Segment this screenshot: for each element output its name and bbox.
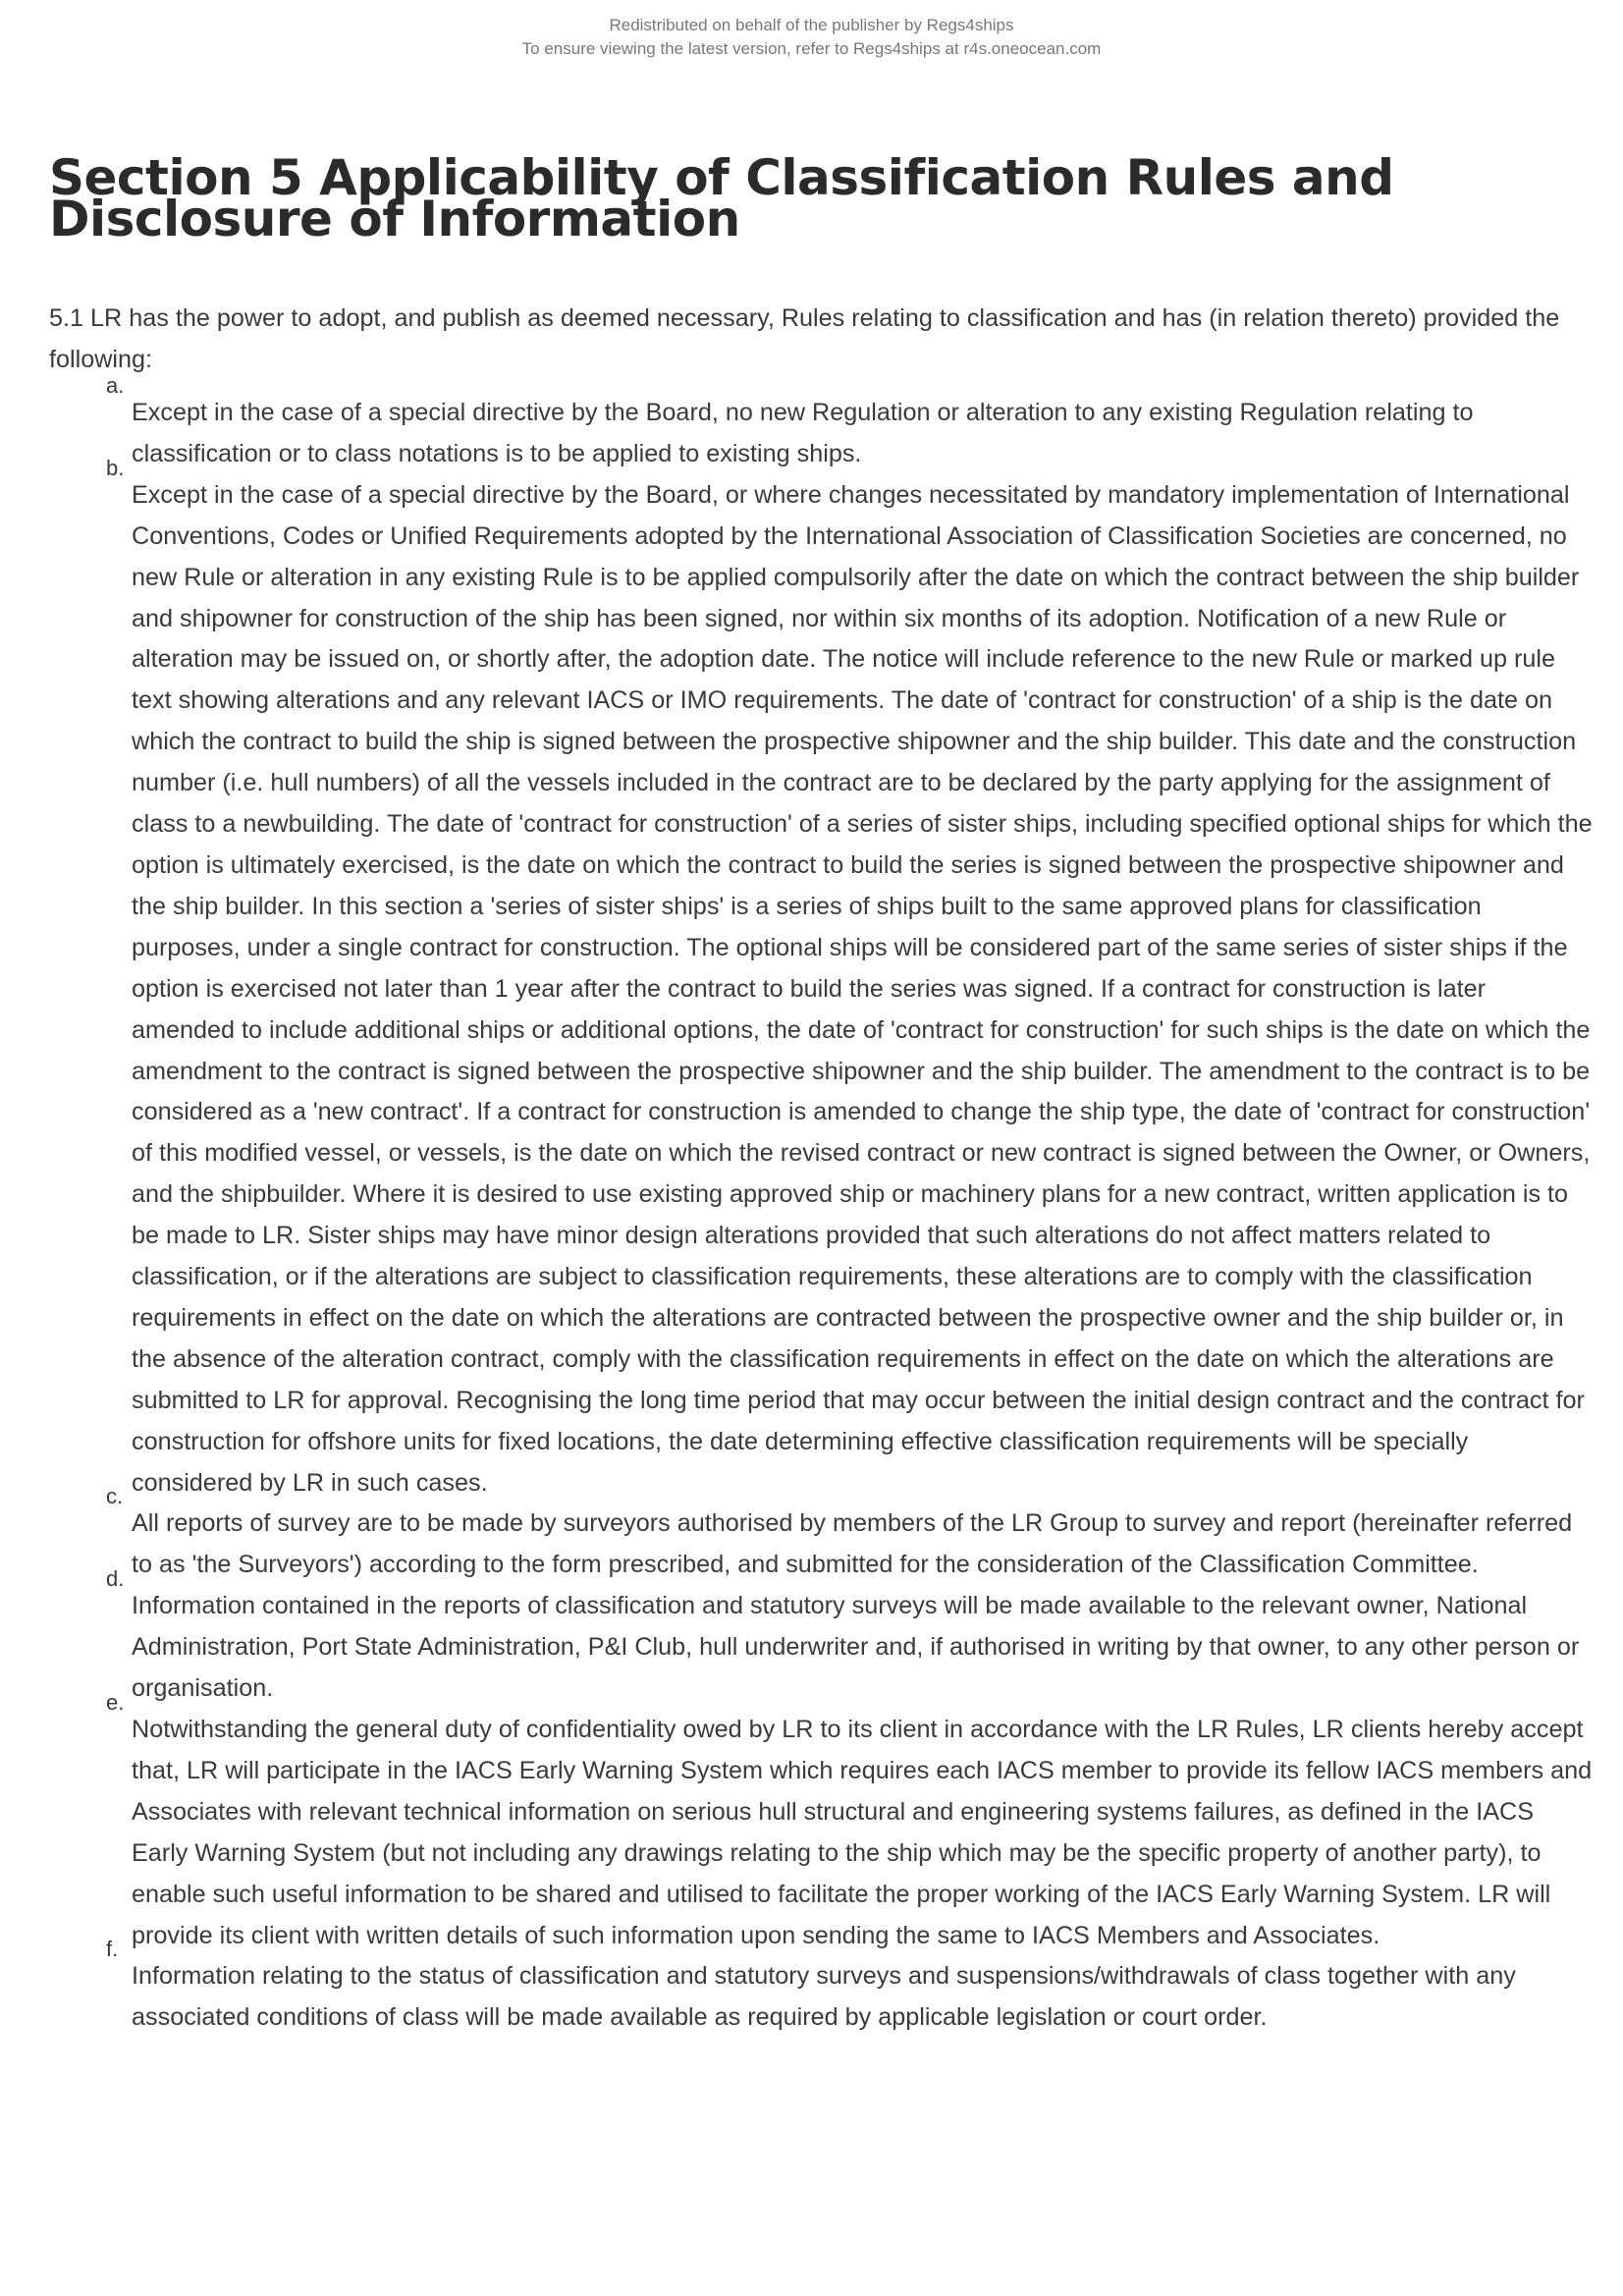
list-item-text: Notwithstanding the general duty of confidentiality owed by LR to its client in accordance with the LR Rules, LR clients hereby accept that, LR will participate in the IACS Early Warning System which requires each IACS member to provide its fellow IACS members and Associates with relevant technical information on serious hull structural and engineering systems failures, as defined in the IACS Early Warning System (but not including any drawings relating to the ship which may be the specific property of another party), to enable such useful information to be shared and utilised to facilitate the proper working of the IACS Early Warning System. LR will provide its client with written details of such information upon sending the same to IACS Members and Associates. [132, 1716, 1593, 1949]
list-marker: e. [106, 1690, 125, 1715]
list-item-text: Except in the case of a special directive by the Board, no new Regulation or alteration to any existing Regulation relating to classification or to class notations is to be applied to existing ships. [132, 399, 1474, 467]
list-item [0, 373, 1595, 475]
list-item [0, 1937, 1595, 2039]
banner-line-version-note: To ensure viewing the latest version, refer to Regs4ships at r4s.oneocean.com [521, 39, 1102, 58]
list-item [0, 1484, 1595, 1586]
provisions-list [0, 373, 1623, 2039]
list-marker: a. [106, 373, 125, 398]
list-item-text: Except in the case of a special directive by the Board, or where changes necessitated by mandatory implementation of International Conventions, Codes or Unified Requirements adopted by the International Association of Classification Societies are concerned, no new Rule or alteration in any existing Rule is to be applied compulsorily after the date on which the contract between the ship builder and shipowner for construction of the ship has been signed, nor within six months of its adoption. Notification of a new Rule or alteration may be issued on, or shortly after, the adoption date. The notice will include reference to the new Rule or marked up rule text showing alterations and any relevant IACS or IMO requirements. The date of 'contract for construction' of a ship is the date on which the contract to build the ship is signed between the prospective shipowner and the ship builder. This date and the construction number (i.e. hull numbers) of all the vessels included in the contract are to be declared by the party applying for the assignment of class to a newbuilding. The date of 'contract for construction' of a series of sister ships, including specified optional ships for which the option is ultimately exercised, is the date on which the contract to build the series is signed between the prospective shipowner and the ship builder. In this section a 'series of sister ships' is a series of ships built to the same approved plans for classification purposes, under a single contract for construction. The optional ships will be considered part of the same series of sister ships if the option is exercised not later than 1 year after the contract to build the series was signed. If a contract for construction is later amended to include additional ships or additional options, the date of 'contract for construction' for such ships is the date on which the amendment to the contract is signed between the prospective shipowner and the ship builder. The amendment to the contract is to be considered as a 'new contract'. If a contract for construction is amended to change the ship type, the date of 'contract for construction' of this modified vessel, or vessels, is the date on which the revised contract or new contract is signed between the Owner, or Owners, and the shipbuilder. Where it is desired to use existing approved ship or machinery plans for a new contract, written application is to be made to LR. Sister ships may have minor design alterations provided that such alterations do not affect matters related to classification, or if the alterations are subject to classification requirements, these alterations are to comply with the classification requirements in effect on the date on which the alterations are contracted between the prospective owner and the ship builder or, in the absence of the alteration contract, comply with the classification requirements in effect on the date on which the alterations are submitted to LR for approval. Recognising the long time period that may occur between the initial design contract and the contract for construction for offshore units for fixed locations, the date determining effective classification requirements will be specially considered by LR in such cases. [132, 480, 1593, 1497]
banner-line-publisher: Redistributed on behalf of the publisher by Regs4ships [609, 16, 1014, 34]
list-item-text: All reports of survey are to be made by surveyors authorised by members of the LR Group to survey and report (hereinafter referred to as 'the Surveyors') according to the form prescribed, and submitted for the consideration of the Classification Committee. [132, 1509, 1573, 1579]
redistribution-banner [0, 14, 1623, 61]
list-marker: c. [106, 1484, 124, 1509]
list-marker: d. [106, 1566, 125, 1592]
list-item [0, 1566, 1595, 1710]
list-item-text: Information relating to the status of classification and statutory surveys and suspensions/withdrawals of class together with any associated conditions of class will be made available as required by applicable legislation or court order. [132, 1962, 1516, 2032]
intro-paragraph: 5.1 LR has the power to adopt, and publish as deemed necessary, Rules relating to classification and has (in relation thereto) provided the following: [49, 304, 1560, 373]
list-item [0, 455, 1595, 1504]
list-item [0, 1690, 1595, 1956]
section-title: Section 5 Applicability of Classification Rules and Disclosure of Information [49, 149, 1394, 247]
list-item-text: Information contained in the reports of classification and statutory surveys will be made available to the relevant owner, National Administration, Port State Administration, P&I Club, hull underwriter and, if authorised in writing by that owner, to any other person or organisation. [132, 1592, 1580, 1703]
list-marker: b. [106, 455, 125, 480]
list-marker: f. [106, 1937, 119, 1962]
